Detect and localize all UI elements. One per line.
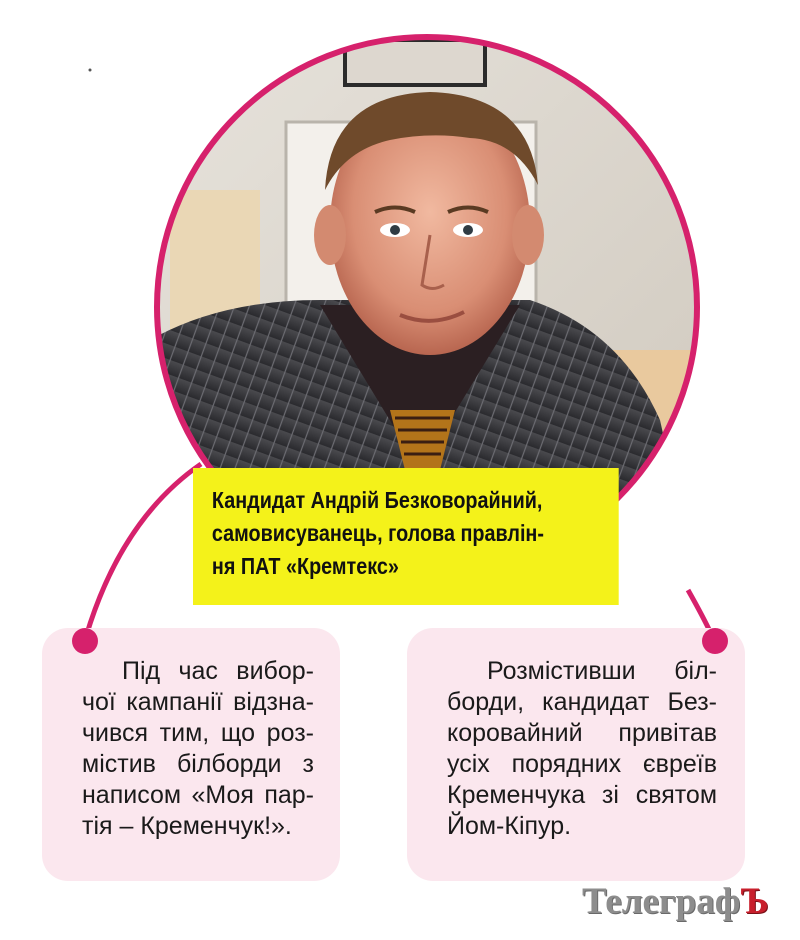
card-line: борди, кандидат Без-	[447, 688, 717, 716]
card-line: Йом-Кіпур.	[447, 812, 572, 840]
caption-line: ня ПАТ «Кремтекс»	[211, 553, 399, 579]
candidate-caption	[193, 468, 619, 605]
card-line: містив білборди з	[82, 750, 314, 778]
left-fact-card	[42, 628, 340, 881]
logo-hard-sign: Ъ	[740, 881, 769, 922]
card-line: Кременчука зі святом	[447, 781, 717, 809]
card-line: коровайний привітав	[447, 719, 717, 747]
card-line: чився тим, що роз-	[82, 719, 314, 747]
caption-line: Кандидат Андрій Безковорайний,	[211, 487, 543, 513]
caption-line: самовисуванець, голова правлін-	[211, 520, 544, 546]
logo-main: Телеграф	[582, 881, 741, 922]
connector-dot-right	[702, 628, 728, 654]
right-fact-card	[407, 628, 745, 881]
card-line: усіх порядних євреїв	[447, 750, 717, 778]
card-line: Під час вибор-	[122, 657, 314, 685]
card-line: написом «Моя пар-	[82, 781, 314, 809]
telegraf-logo	[582, 880, 792, 930]
card-line: тія – Кременчук!».	[82, 812, 292, 840]
card-line: Розмістивши біл-	[487, 657, 717, 685]
card-line: чої кампанії відзна-	[82, 688, 314, 716]
connector-dot-left	[72, 628, 98, 654]
